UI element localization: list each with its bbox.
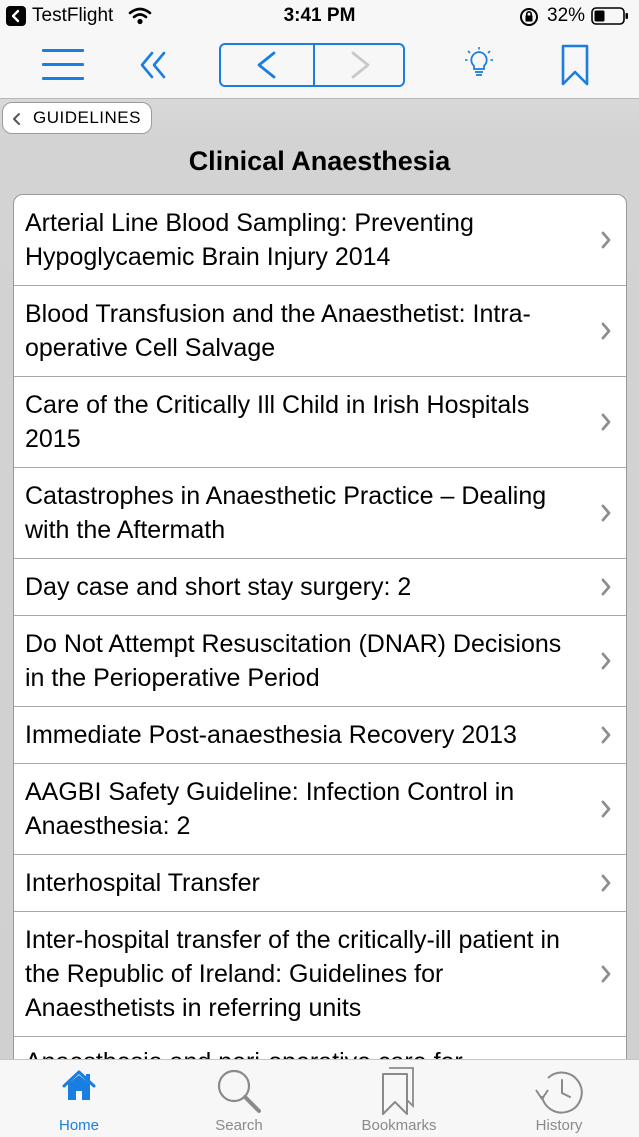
list-item[interactable]: [14, 286, 626, 377]
home-icon: [59, 1066, 99, 1106]
tab-search[interactable]: [179, 1060, 299, 1137]
status-bar: [0, 0, 639, 34]
list-item-title: Arterial Line Blood Sampling: Preventing Hypoglycaemic Brain Injury 2014: [25, 209, 474, 271]
battery-percent: 32%: [547, 5, 586, 26]
chevron-right-icon: [600, 800, 612, 818]
page-title: Clinical Anaesthesia: [188, 146, 451, 176]
list-item-title: Care of the Critically Ill Child in Irish Hospitals 2015: [25, 391, 530, 453]
tab-history-label: History: [535, 1117, 583, 1134]
list-item-title: AAGBI Safety Guideline: Infection Control in Anaesthesia: 2: [25, 778, 515, 840]
tab-bookmarks[interactable]: [339, 1060, 459, 1137]
tab-home[interactable]: [19, 1060, 139, 1137]
chevron-right-icon: [600, 965, 612, 983]
tab-search-label: Search: [215, 1117, 263, 1134]
chevron-left-icon: [12, 112, 22, 126]
list-item[interactable]: [14, 195, 626, 286]
chevron-right-icon: [315, 45, 407, 85]
orientation-lock-icon: [518, 6, 540, 33]
chevron-left-icon: [221, 45, 313, 85]
chevron-right-icon: [600, 726, 612, 744]
list-item-title: Interhospital Transfer: [25, 869, 260, 897]
search-icon: [213, 1066, 265, 1116]
chevron-right-icon: [600, 231, 612, 249]
list-item[interactable]: [14, 616, 626, 707]
chevron-right-icon: [600, 874, 612, 892]
tab-history[interactable]: [499, 1060, 619, 1137]
battery-icon: [591, 7, 629, 25]
lightbulb-icon[interactable]: [465, 47, 493, 84]
previous-page-button[interactable]: [221, 45, 313, 85]
chevron-right-icon: [600, 413, 612, 431]
guideline-list: [13, 194, 627, 1076]
list-item-title: Immediate Post-anaesthesia Recovery 2013: [25, 721, 517, 749]
bookmarks-icon: [379, 1066, 419, 1116]
list-item[interactable]: [14, 764, 626, 855]
double-chevron-left-icon[interactable]: [140, 50, 168, 85]
status-time: 3:41 PM: [283, 5, 356, 26]
list-item-title: Day case and short stay surgery: 2: [25, 573, 412, 601]
menu-icon[interactable]: [42, 47, 86, 88]
list-item[interactable]: [14, 559, 626, 616]
chevron-right-icon: [600, 578, 612, 596]
tab-home-label: Home: [58, 1117, 99, 1134]
page-nav-segment: [219, 43, 405, 87]
back-label: GUIDELINES: [33, 108, 141, 127]
list-item-title: Catastrophes in Anaesthetic Practice – Dealing with the Aftermath: [25, 482, 547, 544]
list-item[interactable]: [14, 377, 626, 468]
list-item[interactable]: [14, 468, 626, 559]
list-item[interactable]: [14, 855, 626, 912]
list-item-title: Inter-hospital transfer of the critically-ill patient in the Republic of Ireland: Guidelines for Anaesthetists in referring units: [25, 926, 560, 1022]
chevron-right-icon: [600, 504, 612, 522]
tab-bookmarks-label: Bookmarks: [361, 1117, 437, 1134]
next-page-button[interactable]: [315, 45, 407, 85]
guidelines-back-button[interactable]: [2, 102, 152, 134]
bookmark-icon[interactable]: [561, 44, 589, 91]
list-item-title: Do Not Attempt Resuscitation (DNAR) Decisions in the Perioperative Period: [25, 630, 562, 692]
tab-bar: [0, 1059, 639, 1137]
history-icon: [530, 1066, 588, 1116]
list-item[interactable]: [14, 707, 626, 764]
toolbar: [0, 34, 639, 99]
back-app-label[interactable]: TestFlight: [32, 5, 114, 26]
list-item-title: Blood Transfusion and the Anaesthetist: Intra-operative Cell Salvage: [25, 300, 531, 362]
chevron-right-icon: [600, 652, 612, 670]
list-item[interactable]: [14, 912, 626, 1037]
chevron-right-icon: [600, 322, 612, 340]
